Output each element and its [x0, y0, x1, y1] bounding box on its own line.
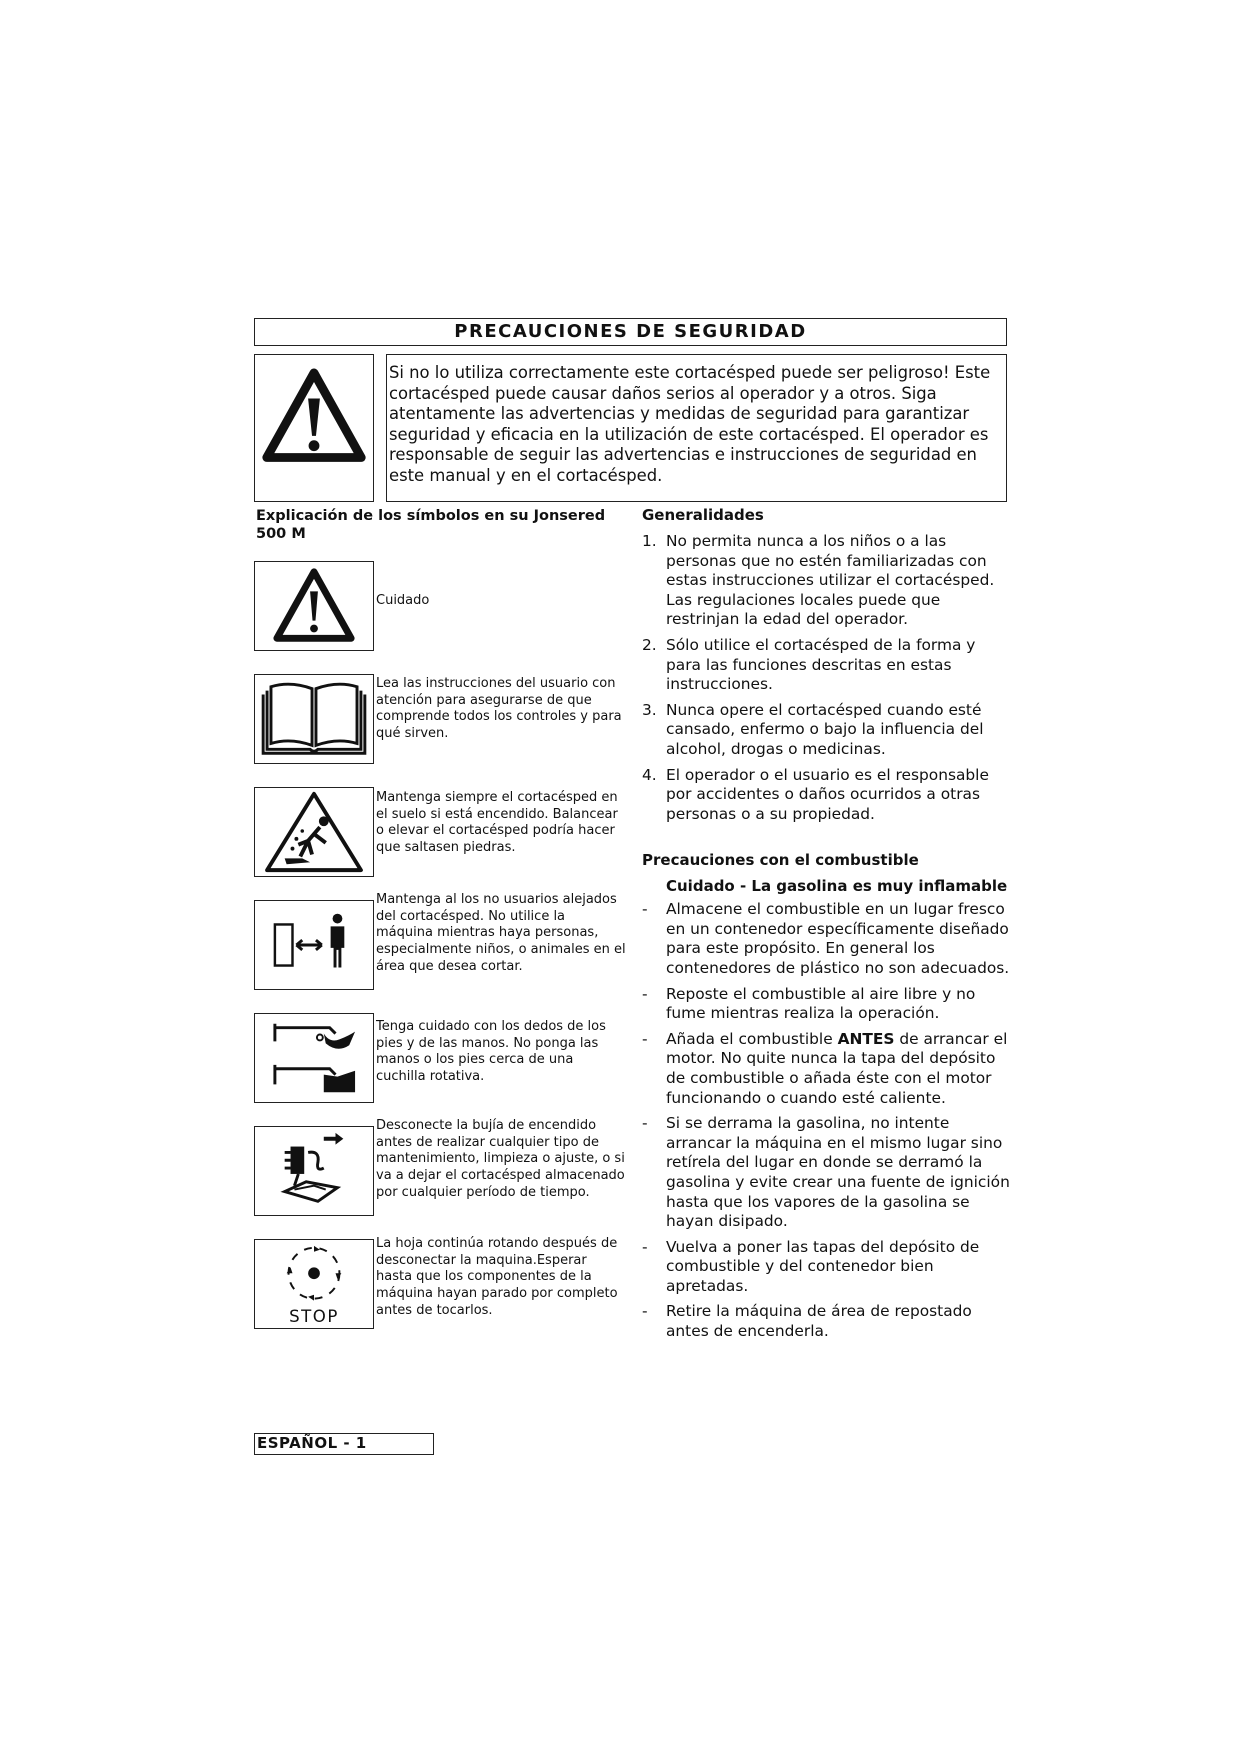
list-item: 1. No permita nunca a los niños o a las personas que no estén familiarizadas con estas instrucciones utilizar el cortacésped. Las regulaciones locales puede que restrinjan la edad del operador. — [642, 532, 995, 629]
list-item: - Reposte el combustible al aire libre y no fume mientras realiza la operación. — [642, 984, 976, 1023]
disconnect-spark-plug-icon — [254, 1126, 374, 1216]
page-title: PRECAUCIONES DE SEGURIDAD — [254, 318, 1007, 346]
warning-triangle-icon — [254, 354, 374, 502]
general-title: Generalidades — [642, 506, 764, 524]
list-item: - Si se derrama la gasolina, no intente arrancar la máquina en el mismo lugar sino retírela del lugar en donde se derramó la gasolina y evite crear una fuente de ignición hasta que los vapores de la gasolina se hayan disipado. — [642, 1114, 1010, 1231]
rotating-blade-stop-icon — [254, 1239, 374, 1329]
symbol-caption: Lea las instrucciones del usuario con atención para asegurarse de que comprende todos los controles y para qué sirven. — [376, 676, 622, 742]
symbol-caption: Mantenga siempre el cortacésped en el suelo si está encendido. Balancear o elevar el cortacésped podría hacer que saltasen piedras. — [376, 790, 618, 856]
keep-distance-icon — [254, 900, 374, 990]
list-item: 4. El operador o el usuario es el responsable por accidentes o daños ocurridos a otras personas o a su propiedad. — [642, 765, 989, 823]
symbol-caption: Desconecte la bujía de encendido antes de realizar cualquier tipo de mantenimiento, limpieza o ajuste, o si va a dejar el cortacésped almacenado por cualquier período de tiempo. — [376, 1118, 625, 1200]
page-footer: ESPAÑOL - 1 — [254, 1433, 434, 1455]
list-item: - Vuelva a poner las tapas del depósito de combustible y del contenedor bien apretadas. — [642, 1237, 980, 1295]
fuel-warning: Cuidado - La gasolina es muy inflamable — [666, 876, 1008, 895]
list-item: 3. Nunca opere el cortacésped cuando esté cansado, enfermo o bajo la influencia del alcohol, drogas o medicinas. — [642, 700, 984, 758]
stop-label: STOP — [289, 1307, 339, 1327]
symbols-title: Explicación de los símbolos en su Jonsered 500 M — [256, 508, 606, 542]
warning-triangle-icon — [254, 561, 374, 651]
intro-warning-text: Si no lo utiliza correctamente este cortacésped puede ser peligroso! Este cortacésped puede causar daños serios al operador y a otros. Siga atentamente las advertencias y medidas de seguridad para garantizar seguridad y eficacia en la utilización de este cortacésped. El operador es responsable de seguir las advertencias e instrucciones de seguridad en este manual y en el cortacésped. — [386, 354, 1007, 502]
fuel-title: Precauciones con el combustible — [642, 851, 919, 869]
list-item: - Retire la máquina de área de repostado antes de encenderla. — [642, 1302, 972, 1341]
list-item: 2. Sólo utilice el cortacésped de la forma y para las funciones descritas en estas instrucciones. — [642, 635, 976, 694]
list-item: - Almacene el combustible en un lugar fresco en un contenedor específicamente diseñado para este propósito. En general los contenedores de plástico no son adecuados. — [642, 900, 1010, 977]
fuel-section — [642, 851, 1012, 1348]
general-list — [642, 532, 1012, 830]
symbol-caption: La hoja continúa rotando después de desconectar la maquina.Esperar hasta que los componentes de la máquina hayan parado por completo antes de tocarlos. — [376, 1236, 618, 1318]
symbol-caption: Cuidado — [376, 593, 430, 608]
hand-foot-blade-icon — [254, 1013, 374, 1103]
thrown-objects-icon — [254, 787, 374, 877]
symbol-caption: Tenga cuidado con los dedos de los pies y de las manos. No ponga las manos o los pies cerca de una cuchilla rotativa. — [376, 1019, 606, 1085]
list-item: - Añada el combustible ANTES de arrancar el motor. No quite nunca la tapa del depósito de combustible o añada éste con el motor funcionando o cuando esté caliente. — [642, 1029, 1008, 1107]
open-book-icon — [254, 674, 374, 764]
symbol-caption: Mantenga al los no usuarios alejados del cortacésped. No utilice la máquina mientras haya personas, especialmente niños, o animales en el área que desea cortar. — [376, 892, 626, 974]
